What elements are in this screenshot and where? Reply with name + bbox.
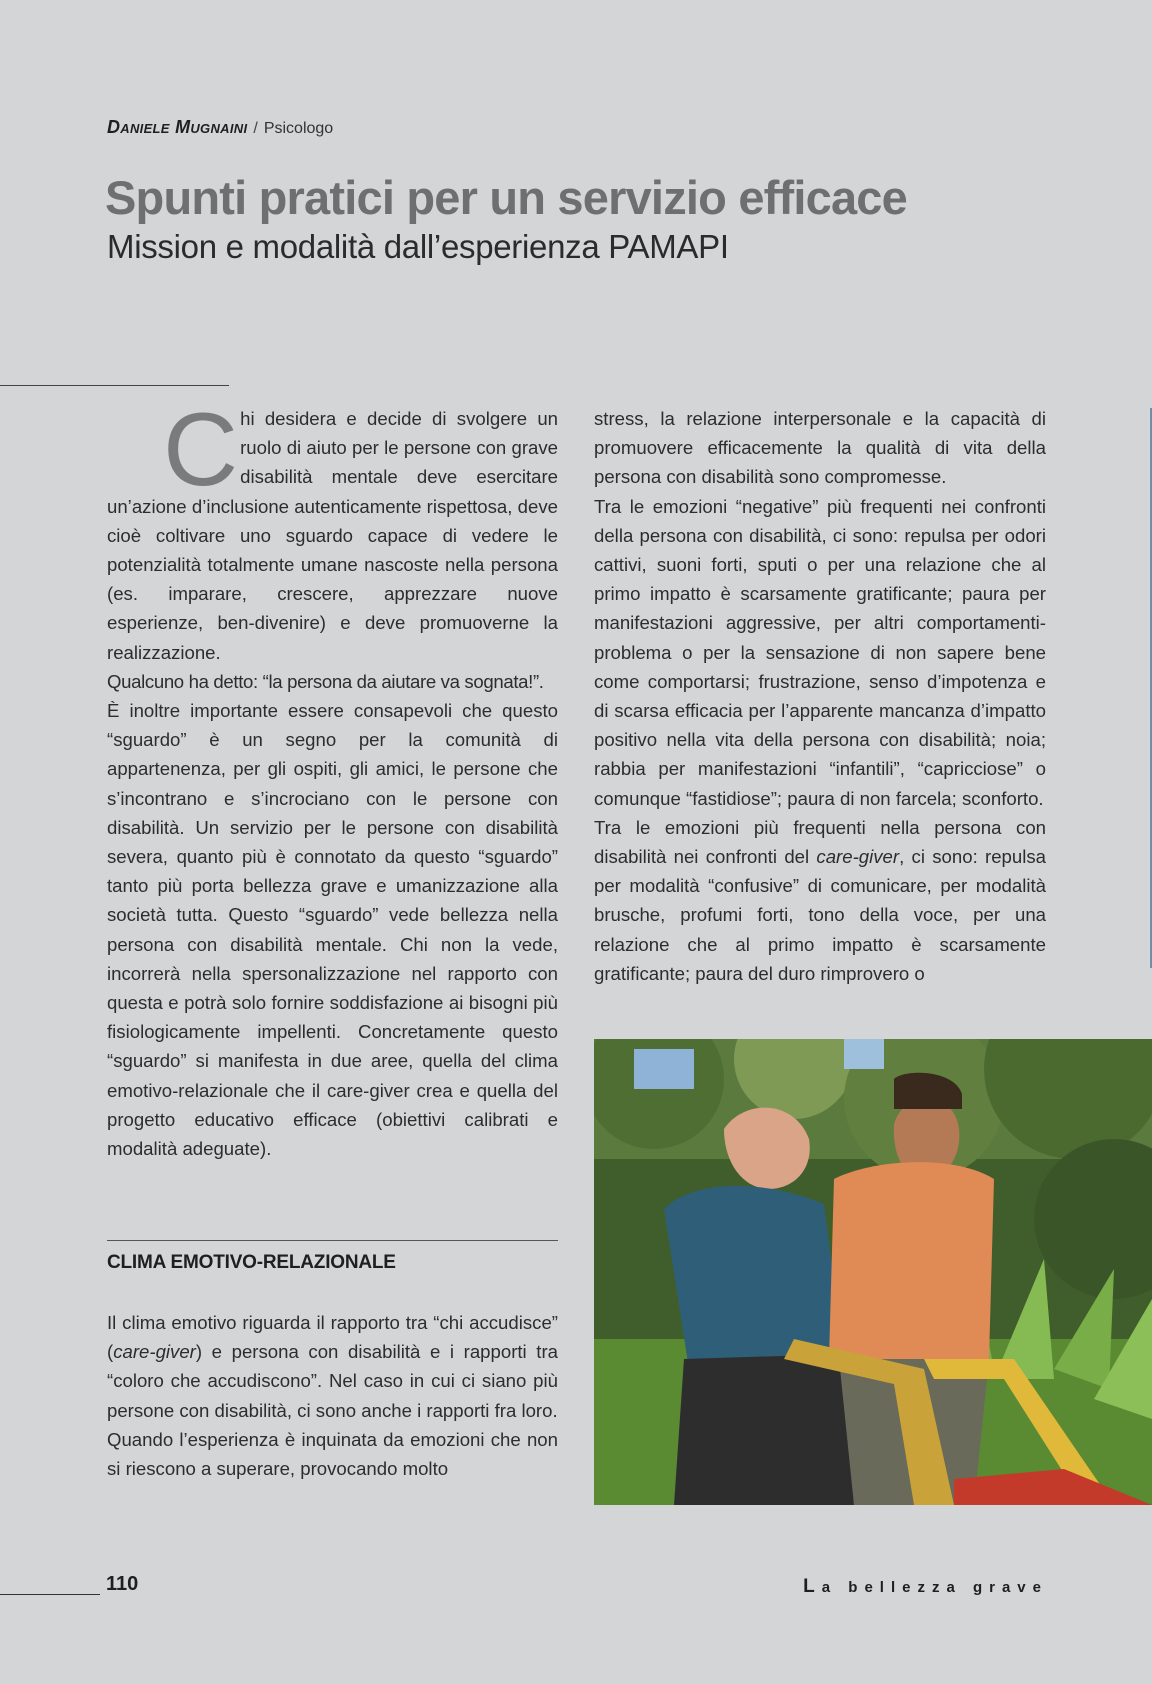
section-text: [107, 1308, 558, 1483]
paragraph: È inoltre importante essere consapevoli che questo “sguardo” è un segno per la comunità di appartenenza, per gli ospiti, gli amici, le persone che s’incontrano e s’incrociano con le persone con disabilità. Un servizio per le persone con disabilità severa, quanto più è connotato da questo “sguardo” tanto più porta bellezza grave e umanizzazione alla società tutta. Questo “sguardo” vede bellezza nella persona con disabilità mentale. Chi non la vede, incorrerà nella spersonalizzazione nel rapporto con questa e potrà solo fornire soddisfazione ai bisogni più fisiologicamente impellenti. Concretamente questo “sguardo” si manifesta in due aree, quella del clima emotivo-relazionale che il care-giver crea e quella del progetto educativo efficace (obiettivi calibrati e modalità adeguate).: [107, 700, 558, 1160]
header-divider: [0, 385, 229, 386]
author-name: Daniele Mugnaini: [107, 117, 248, 137]
right-column: [594, 404, 1046, 988]
text-run: Il clima emotivo riguarda il rapporto tra “chi accudisce” (: [107, 1312, 558, 1363]
running-title-rest: a bellezza grave: [821, 1579, 1048, 1596]
photo-illustration: [594, 1039, 1152, 1505]
running-title-initial: L: [803, 1576, 822, 1597]
section-divider: [107, 1240, 558, 1241]
page-number: 110: [106, 1573, 139, 1595]
paragraph: stress, la relazione interpersonale e la capacità di promuovere efficacemente la qualità di vita della persona con disabilità sono compromesse.: [594, 408, 1046, 488]
paragraph-text: hi desidera e decide di svolgere un ruolo di aiuto per le persone con grave disabilità mentale deve esercitare un’azione d’inclusione autenticamente rispettosa, deve cioè coltivare uno sguardo capace di vedere le potenzialità totalmente umane nascoste nella persona (es. imparare, crescere, apprezzare nuove esperienze, ben-divenire) e deve promuoverne la realizzazione.: [107, 408, 558, 663]
author-role: Psicologo: [263, 120, 334, 137]
paragraph: [107, 392, 558, 667]
paragraph: Quando l’esperienza è inquinata da emozioni che non si riescono a superare, provocando molto: [107, 1428, 558, 1480]
footer-divider: [0, 1594, 100, 1595]
emphasis-text: care-giver: [113, 1341, 196, 1363]
byline-separator: /: [253, 120, 258, 137]
article-subtitle: Mission e modalità dall’esperienza PAMAPI: [107, 228, 729, 265]
paragraph: [594, 813, 1046, 988]
text-run: ) e persona con disabilità e i rapporti tra “coloro che accudiscono”. Nel caso in cui ci siano più persone con disabilità, ci sono anche i rapporti fra loro.: [107, 1341, 558, 1421]
photo-gardening: [594, 1039, 1152, 1505]
running-title: [800, 1576, 1048, 1598]
paragraph: [107, 1308, 558, 1425]
paragraph: Tra le emozioni “negative” più frequenti nei confronti della persona con disabilità, ci sono: repulsa per odori cattivi, suoni forti, sputi o per una relazione che al primo impatto è scarsamente gratificante; paura per manifestazioni aggressive, per altri comportamenti-problema o per la sensazione di non sapere bene come comportarsi; frustrazione, senso d’impotenza e di scarsa efficacia per l’apparente mancanza d’impatto positivo nella vita della persona con disabilità; noia; rabbia per manifestazioni “infantili”, “capricciose” o comunque “fastidiose”; paura di non farcela; sconforto.: [594, 495, 1046, 809]
byline: [107, 117, 333, 138]
text-run: , ci sono: repulsa per modalità “confusive” di comunicare, per modalità brusche, profumi forti, tono della voce, per una relazione che al primo impatto è scarsamente gratificante; paura del duro rimprovero o: [594, 846, 1046, 984]
left-column: [107, 392, 558, 1163]
drop-cap: C: [163, 392, 239, 508]
text-run: Tra le emozioni più frequenti nella persona con disabilità nei confronti del: [594, 816, 1046, 868]
paragraph: Qualcuno ha detto: “la persona da aiutare va sognata!”.: [107, 670, 544, 692]
emphasis-text: care-giver: [816, 846, 900, 868]
article-title: Spunti pratici per un servizio efficace: [105, 171, 907, 224]
section-heading: CLIMA EMOTIVO-RELAZIONALE: [107, 1252, 396, 1273]
